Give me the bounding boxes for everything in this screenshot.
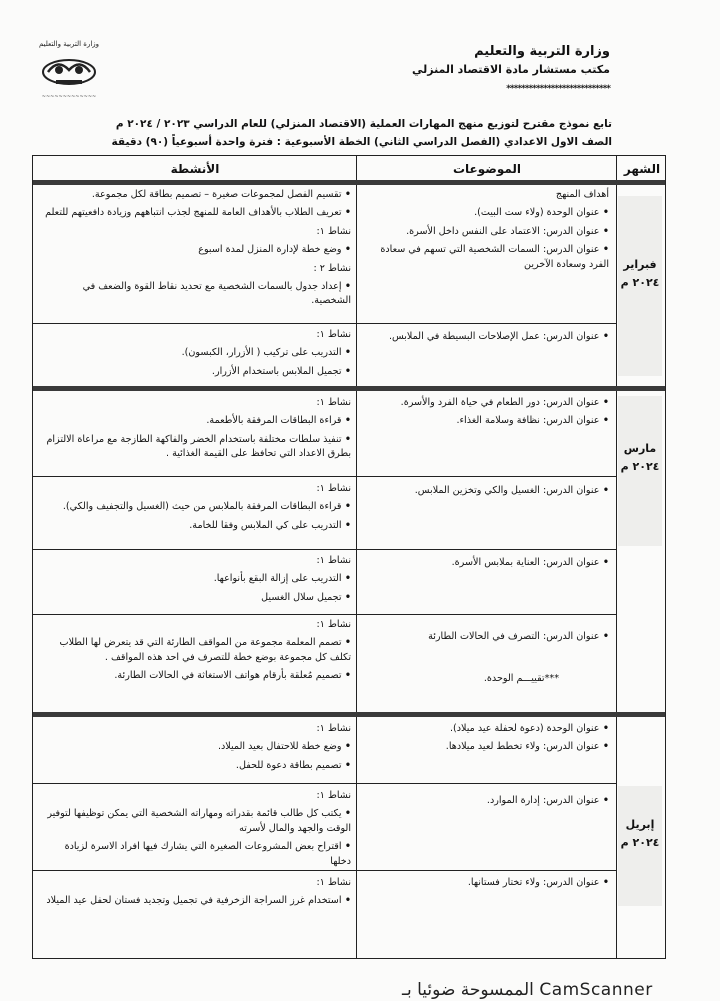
topic-item: • عنوان الدرس: العناية بملابس الأسرة.: [361, 556, 609, 570]
divider: [33, 783, 616, 784]
svg-text:~~~~~~~~~~~~~: ~~~~~~~~~~~~~: [41, 94, 97, 100]
column-header-activities: الأنشطة: [170, 162, 220, 176]
divider: [33, 614, 616, 615]
topics-cell: [361, 188, 609, 276]
activities-cell: [41, 482, 351, 537]
month-cell-march: مارس ٢٠٢٤ م: [618, 396, 662, 546]
activities-cell: [41, 722, 351, 777]
divider: [33, 180, 665, 185]
activity-label: نشاط ١:: [316, 225, 351, 237]
topics-cell: [361, 396, 609, 433]
column-header-month: الشهر: [623, 162, 661, 176]
ministry-logo: [28, 32, 110, 114]
topics-cell: [361, 876, 609, 894]
activity-item: • تقسيم الفصل لمجموعات صغيرة – تصميم بطاقة لكل مجموعة.: [41, 188, 351, 202]
topics-cell: [361, 330, 609, 348]
activity-label: نشاط ١:: [316, 723, 351, 734]
topic-item: • عنوان الدرس: دور الطعام في حياة الفرد والأسرة.: [361, 396, 609, 410]
activities-cell: [41, 328, 351, 383]
svg-text:وزارة التربية والتعليم: وزارة التربية والتعليم: [38, 40, 100, 48]
activity-item: • تعريف الطلاب بالأهداف العامة للمنهج لجذب انتباههم وزيادة دافعيتهم للتعلم: [41, 206, 351, 220]
activity-item: • التدريب على إزالة البقع بأنواعها.: [41, 572, 351, 586]
activity-item: • تصمم المعلمة مجموعة من المواقف الطارئة التي قد يتعرض لها الطلاب تكلف كل مجموعة بوضع خطة للتصرف في احد هذه المواقف .: [41, 636, 351, 665]
month-cell-april: إبريل ٢٠٢٤ م: [618, 786, 662, 906]
activity-item: • التدريب على كي الملابس وفقا للخامة.: [41, 519, 351, 533]
activity-item: • تجميل سلال الغسيل: [41, 591, 351, 605]
plan-title: تابع نموذج مقترح لتوزيع منهج المهارات العملية (الاقتصاد المنزلي) للعام الدراسي ٢٠٢٣ / ٢٠٢٤ م: [115, 118, 612, 130]
topic-item: • عنوان الدرس: الغسيل والكي وتخزين الملابس.: [361, 484, 609, 498]
activities-cell: [41, 876, 351, 913]
topics-cell: [361, 556, 609, 574]
divider: [33, 712, 665, 717]
topics-cell: [361, 794, 609, 812]
header-divider-stars: ****************************: [506, 84, 610, 94]
activity-item: • يكتب كل طالب قائمة بقدراته ومهاراته الشخصية التي يمكن توظيفها لتوفير الوقت والجهد والمال لأسرته: [41, 807, 351, 836]
activity-item: • تصميم بطاقة دعوة للحفل.: [41, 759, 351, 773]
column-header-topics: الموضوعات: [452, 162, 522, 176]
topics-cell: [361, 630, 609, 691]
topics-cell: [361, 722, 609, 759]
scanner-watermark: الممسوحة ضوئيا بـ CamScanner: [402, 980, 653, 1000]
divider: [33, 323, 616, 324]
activity-label: نشاط ١:: [316, 397, 351, 408]
divider: [33, 549, 616, 550]
activity-item: • وضع خطة لإدارة المنزل لمدة اسبوع: [41, 243, 351, 257]
office-name: مكتب مستشار مادة الاقتصاد المنزلي: [411, 63, 610, 76]
topic-item: • عنوان الوحدة (ولاء ست البيت).: [361, 206, 609, 220]
activity-label: نشاط ٢ :: [313, 262, 351, 274]
topic-item: • عنوان الدرس: إدارة الموارد.: [361, 794, 609, 808]
topic-item: • عنوان الدرس: ولاء تخطط لعيد ميلادها.: [361, 740, 609, 754]
topic-item: • عنوان الدرس: عمل الإصلاحات البسيطة في الملابس.: [361, 330, 609, 344]
activity-label: نشاط ١:: [316, 555, 351, 566]
activities-cell: [41, 188, 351, 313]
activity-label: نشاط ١:: [316, 619, 351, 630]
activity-item: • التدريب على تركيب ( الأزرار، الكبسون).: [41, 346, 351, 360]
month-cell-february: فبراير ٢٠٢٤ م: [618, 196, 662, 376]
plan-table: [32, 155, 666, 959]
activities-cell: [41, 618, 351, 688]
topics-cell: [361, 484, 609, 502]
divider: [33, 476, 616, 477]
unit-evaluation: ***تقييـــم الوحدة.: [483, 673, 559, 685]
plan-subtitle: الصف الاول الاعدادي (الفصل الدراسي الثاني) الخطة الأسبوعية : فترة واحدة أسبوعياً (٩٠) دقيقة: [111, 136, 612, 148]
topic-item: • عنوان الدرس: السمات الشخصية التي تسهم في سعادة الفرد وسعادة الآخرين: [361, 243, 609, 272]
activities-cell: [41, 789, 351, 873]
activity-item: • استخدام غرز السراجة الزخرفية في تجميل وتجديد فستان لحفل عيد الميلاد: [41, 894, 351, 908]
activity-label: نشاط ١:: [316, 483, 351, 494]
topic-item: أهداف المنهج: [555, 189, 609, 200]
topic-item: • عنوان الدرس: التصرف في الحالات الطارئة: [361, 630, 609, 644]
activity-item: • تصميم مُعلقة بأرقام هواتف الاستغاثة في الحالات الطارئة.: [41, 669, 351, 683]
activity-item: • وضع خطة للاحتفال بعيد الميلاد.: [41, 740, 351, 754]
topic-item: • عنوان الدرس: الاعتماد على النفس داخل الأسرة.: [361, 225, 609, 239]
activity-item: • تجميل الملابس باستخدام الأزرار.: [41, 365, 351, 379]
divider: [616, 156, 617, 958]
activity-label: نشاط ١:: [316, 877, 351, 888]
activity-item: • اقتراح بعض المشروعات الصغيرة التي يشارك فيها افراد الاسرة لزيادة دخلها: [41, 840, 351, 869]
activity-item: • قراءة البطاقات المرفقة بالأطعمة.: [41, 414, 351, 428]
divider: [33, 386, 665, 391]
topic-item: • عنوان الوحدة (دعوة لحفلة عيد ميلاد).: [361, 722, 609, 736]
topic-item: • عنوان الدرس: نظافة وسلامة الغذاء.: [361, 414, 609, 428]
activities-cell: [41, 396, 351, 466]
activity-label: نشاط ١:: [316, 790, 351, 801]
topic-item: • عنوان الدرس: ولاء تختار فستانها.: [361, 876, 609, 890]
activities-cell: [41, 554, 351, 609]
divider: [356, 156, 357, 958]
activity-item: • قراءة البطاقات المرفقة بالملابس من حيث (الغسيل والتجفيف والكي).: [41, 500, 351, 514]
ministry-name: وزارة التربية والتعليم: [474, 44, 610, 59]
activity-item: • إعداد جدول بالسمات الشخصية مع تحديد نقاط القوة والضعف في الشخصية.: [41, 280, 351, 309]
document-header: [310, 44, 610, 94]
activity-item: • تنفيذ سلطات مختلفة باستخدام الخضر والفاكهة الطازجة مع مراعاة الالتزام بطرق الاعداد التي تحافظ على القيمة الغذائية .: [41, 433, 351, 462]
activity-label: نشاط ١:: [316, 329, 351, 340]
